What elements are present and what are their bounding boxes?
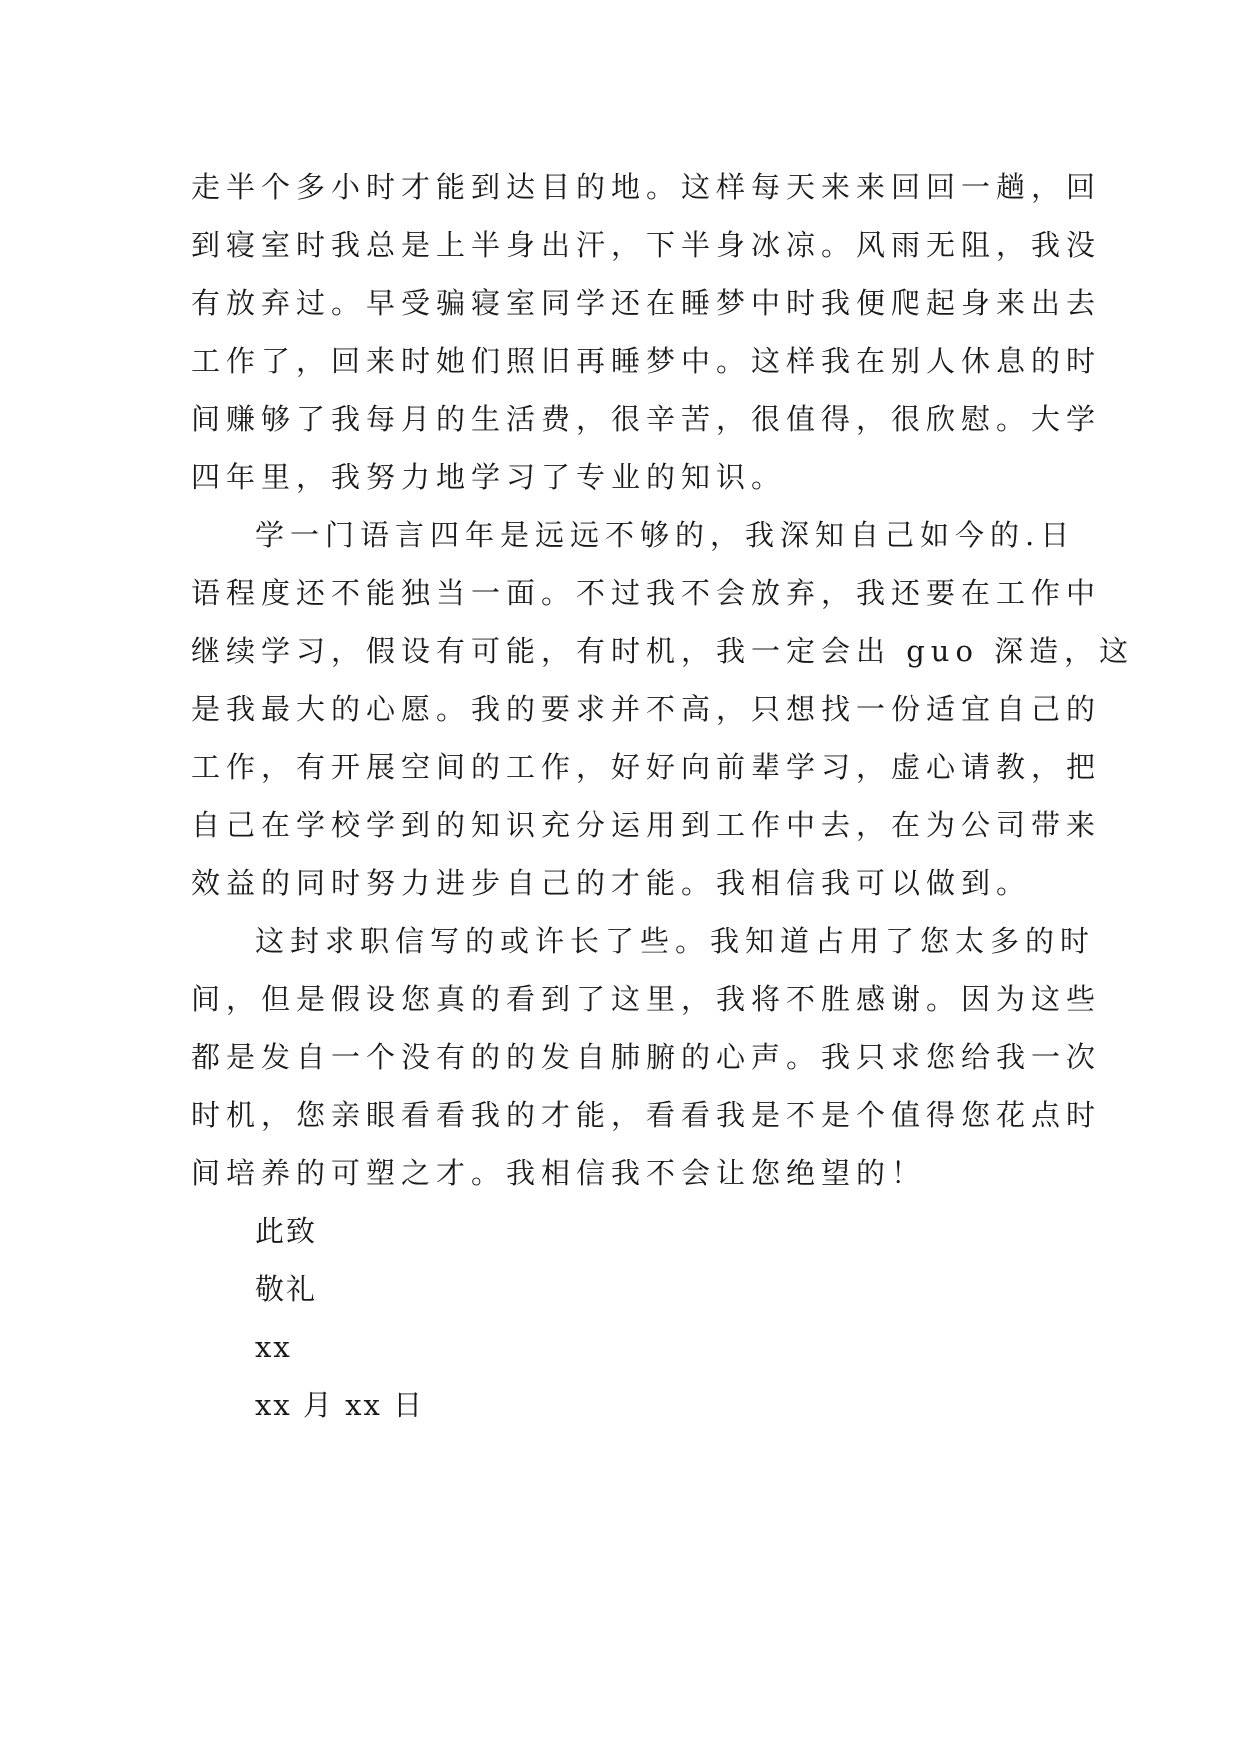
letter-closing: [191, 1202, 1051, 1434]
date: xx 月 xx 日: [255, 1388, 425, 1422]
text-line: 工作，有开展空间的工作，好好向前辈学习，虚心请教，把: [191, 750, 1102, 784]
paragraph-2: [191, 506, 1135, 912]
text-line: 工作了，回来时她们照旧再睡梦中。这样我在别人休息的时: [191, 344, 1102, 378]
text-line: 自己在学校学到的知识充分运用到工作中去，在为公司带来: [191, 808, 1102, 842]
text-line: 继续学习，假设有可能，有时机，我一定会出 guo 深造，这: [191, 634, 1135, 668]
text-line: 间，但是假设您真的看到了这里，我将不胜感谢。因为这些: [191, 982, 1102, 1016]
text-line: 走半个多小时才能到达目的地。这样每天来来回回一趟，回: [191, 170, 1102, 204]
text-line: 语程度还不能独当一面。不过我不会放弃，我还要在工作中: [191, 576, 1102, 610]
text-line: 四年里，我努力地学习了专业的知识。: [191, 460, 787, 494]
text-line: 这封求职信写的或许长了些。我知道占用了您太多的时: [255, 924, 1096, 958]
text-line: 时机，您亲眼看看我的才能，看看我是不是个值得您花点时: [191, 1098, 1102, 1132]
text-line: 有放弃过。早受骗寝室同学还在睡梦中时我便爬起身来出去: [191, 286, 1102, 320]
text-line: 到寝室时我总是上半身出汗，下半身冰凉。风雨无阻，我没: [191, 228, 1102, 262]
text-line: 学一门语言四年是远远不够的，我深知自己如今的.日: [255, 518, 1076, 552]
paragraph-1: [191, 158, 1102, 506]
text-line: 是我最大的心愿。我的要求并不高，只想找一份适宜自己的: [191, 692, 1102, 726]
signature: xx: [255, 1330, 292, 1364]
text-line: 都是发自一个没有的的发自肺腑的心声。我只求您给我一次: [191, 1040, 1102, 1074]
text-line: 间赚够了我每月的生活费，很辛苦，很值得，很欣慰。大学: [191, 402, 1102, 436]
letter-body: [191, 158, 1135, 1434]
closing-regards: 敬礼: [255, 1272, 318, 1306]
text-line: 效益的同时努力进步自己的才能。我相信我可以做到。: [191, 866, 1032, 900]
text-line: 间培养的可塑之才。我相信我不会让您绝望的！: [191, 1156, 927, 1190]
closing-salutation: 此致: [255, 1214, 318, 1248]
paragraph-3: [191, 912, 1102, 1202]
